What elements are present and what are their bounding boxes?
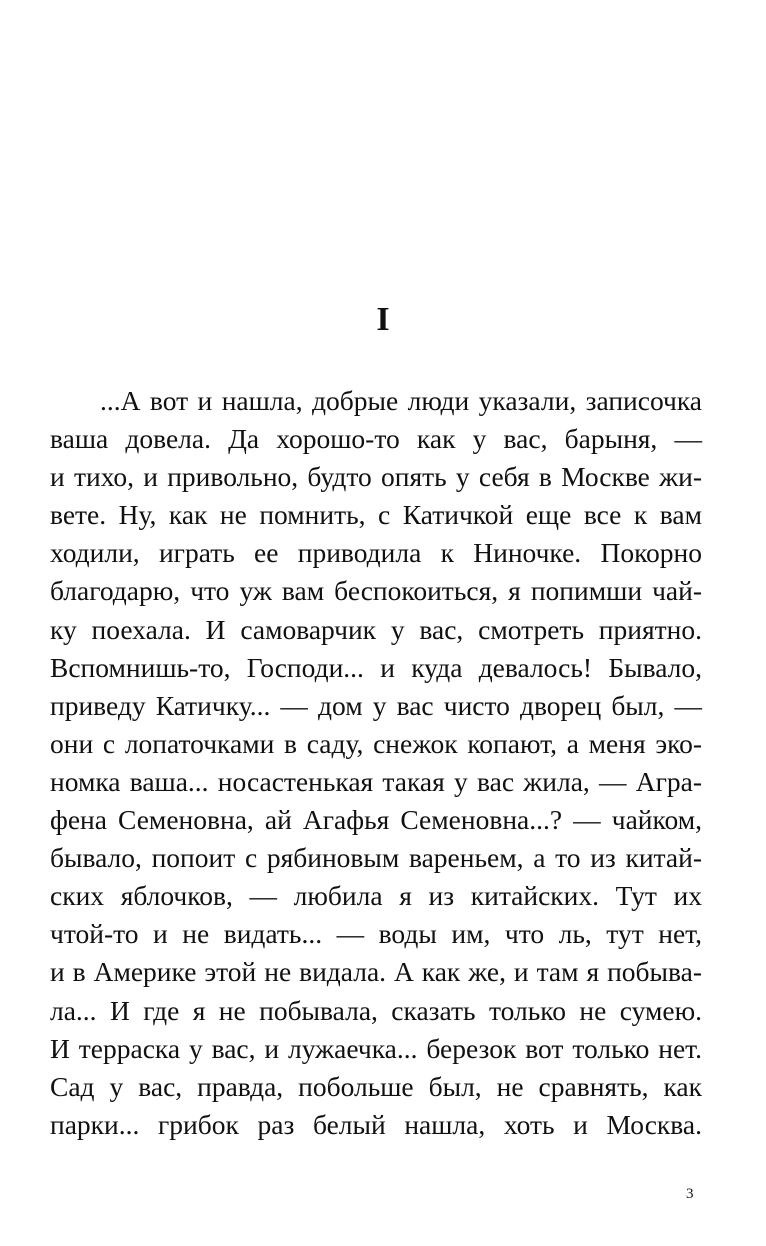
text-line: бывало, попоит с рябиновым вареньем, а то из китай- <box>50 842 702 874</box>
text-line: И терраска у вас, и лужаечка... березок вот только нет. <box>50 1032 702 1064</box>
text-line: благодарю, что уж вам беспокоиться, я попимши чай- <box>50 575 702 607</box>
text-line: вете. Ну, как не помнить, с Катичкой еще все к вам <box>50 499 702 531</box>
text-line: ходили, играть ее приводила к Ниночке. Покорно <box>50 537 702 569</box>
text-line: парки... грибок раз белый нашла, хоть и Москва. <box>50 1108 702 1140</box>
text-line: фена Семеновна, ай Агафья Семеновна...? — чайком, <box>50 804 702 836</box>
page-number: 3 <box>686 1186 694 1202</box>
text-line: ...А вот и нашла, добрые люди указали, записочка <box>100 385 702 416</box>
chapter-heading: I <box>376 301 390 338</box>
text-line: ских яблочков, — любила я из китайских. Тут их <box>50 880 702 912</box>
text-line: Вспомнишь-то, Господи... и куда девалось! Бывало, <box>50 651 702 683</box>
text-line: и тихо, и привольно, будто опять у себя в Москве жи- <box>50 461 702 493</box>
text-line: и в Америке этой не видала. А как же, и там я побыва- <box>50 956 702 988</box>
text-line: приведу Катичку... — дом у вас чисто дворец был, — <box>50 689 702 721</box>
text-line: ла... И где я не побывала, сказать только не сумею. <box>50 994 702 1026</box>
body-text <box>50 382 702 1144</box>
text-line: Сад у вас, правда, побольше был, не сравнять, как <box>50 1070 702 1102</box>
text-line: они с лопаточками в саду, снежок копают, а меня эко- <box>50 727 702 759</box>
text-line: номка ваша... носастенькая такая у вас жила, — Агра- <box>50 765 702 797</box>
text-line: ваша довела. Да хорошо-то как у вас, барыня, — <box>50 423 702 455</box>
text-line: чтой-то и не видать... — воды им, что ль, тут нет, <box>50 918 702 950</box>
text-line: ку поехала. И самоварчик у вас, смотреть приятно. <box>50 613 702 645</box>
